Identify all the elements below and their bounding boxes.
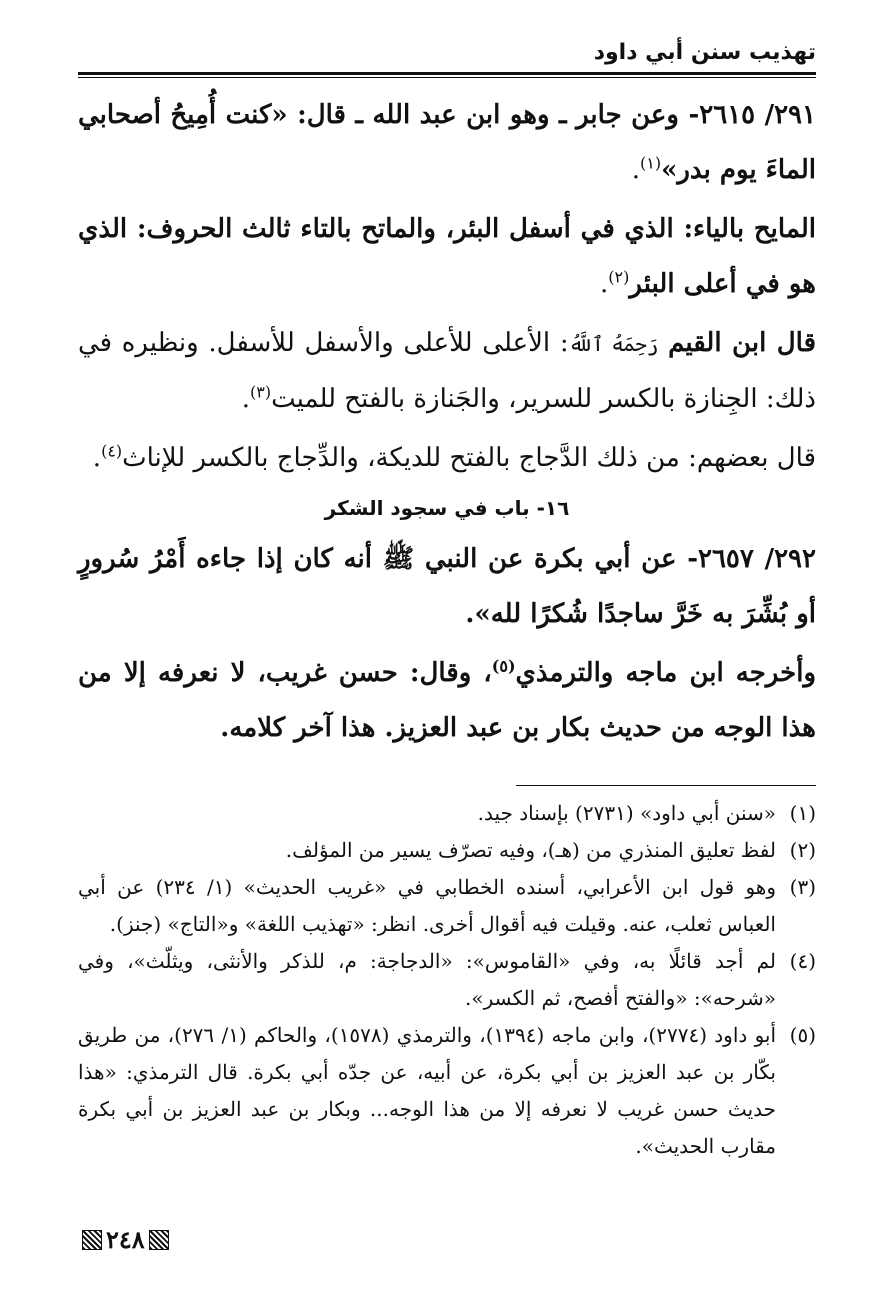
honorific-glyph: رَحِمَهُ ٱللَّهُ (568, 332, 659, 356)
hadith-text: وعن جابر ـ وهو ابن عبد الله ـ قال: «كنت أُمِيحُ أصحابي الماءَ يوم بدر» (78, 100, 816, 185)
note-text: المايح بالياء: الذي في أسفل البئر، والماتح بالتاء ثالث الحروف: الذي هو في أعلى البئر (78, 214, 816, 299)
hadith-291 (78, 88, 816, 198)
ornament-icon (82, 1230, 102, 1250)
footnote-ref[interactable]: (٢) (608, 267, 630, 287)
chapter-heading: ١٦- باب في سجود الشكر (324, 496, 570, 520)
quote-lead: قال ابن القيم (668, 328, 817, 358)
footnote-item (78, 1017, 816, 1165)
takhrij-text-b: ، وقال: حسن غريب، لا نعرفه إلا من هذا الوجه من حديث بكار بن عبد العزيز. هذا آخر كلامه. (78, 658, 816, 743)
hadith-number: ٢٩٢/ ٢٦٥٧- (687, 544, 816, 574)
footnote-number: (٥) (789, 1023, 816, 1047)
ibn-qayyim-quote (78, 316, 816, 427)
main-text (78, 88, 816, 756)
footnote-ref[interactable]: (٥) (491, 656, 516, 676)
footnote-number: (٤) (789, 949, 816, 973)
footnote-ref[interactable]: (١) (640, 153, 662, 173)
footnote-item (78, 795, 816, 832)
footnote-number: (٢) (789, 838, 816, 862)
note-maih (78, 202, 816, 312)
page-number: ٢٤٨ (106, 1225, 145, 1254)
hadith-text: عن أبي بكرة عن النبي ﷺ أنه كان إذا جاءه أَمْرُ سُرورٍ أو بُشِّرَ به خَرَّ ساجدًا شُكرًا لله». (78, 544, 816, 629)
header-rule-thin (78, 77, 816, 78)
footnote-text: وهو قول ابن الأعرابي، أسنده الخطابي في «غريب الحديث» (١/ ٢٣٤) عن أبي العباس ثعلب، عنه. وقيلت فيه أقوال أخرى. انظر: «تهذيب اللغة» و«التاج» (جنز). (78, 875, 777, 936)
book-page (78, 30, 816, 1260)
period: . (600, 269, 609, 299)
footnote-number: (١) (789, 801, 816, 825)
note-text: قال بعضهم: من ذلك الدَّجاج بالفتح للديكة، والدِّجاج بالكسر للإناث (122, 443, 816, 473)
footnote-ref[interactable]: (٤) (101, 441, 123, 461)
page-number-block (78, 1225, 173, 1254)
footnote-text: أبو داود (٢٧٧٤)، وابن ماجه (١٣٩٤)، والترمذي (١٥٧٨)، والحاكم (١/ ٢٧٦)، من طريق بكّار بن عبد العزيز بن أبي بكرة، عن أبيه، عن جدّه أبي بكرة. قال الترمذي: «هذا حديث حسن غريب لا نعرفه إلا من هذا الوجه... وبكار بن عبد العزيز بن أبي بكرة مقارب الحديث». (78, 1023, 777, 1158)
footnote-number: (٣) (789, 875, 816, 899)
footnote-item (78, 943, 816, 1017)
footnote-item (78, 832, 816, 869)
dajaj-note (78, 431, 816, 486)
footnote-ref[interactable]: (٣) (250, 382, 272, 402)
hadith-number: ٢٩١/ ٢٦١٥- (688, 100, 816, 130)
footnote-text: لفظ تعليق المنذري من (هـ)، وفيه تصرّف يسير من المؤلف. (285, 838, 776, 862)
period: . (631, 155, 641, 185)
quote-text: : الأعلى للأعلى والأسفل للأسفل. ونظيره في ذلك: الجِنازة بالكسر للسرير، والجَنازة بالفتح للميت (78, 328, 816, 414)
footnote-item (78, 869, 816, 943)
footnote-separator (516, 785, 816, 786)
footnote-text: لم أجد قائلًا به، وفي «القاموس»: «الدجاجة: م، للذكر والأنثى، ويثلّث»، وفي «شرحه»: «والفتح أفصح، ثم الكسر». (78, 949, 776, 1010)
hadith-292 (78, 532, 816, 642)
period: . (241, 384, 251, 414)
footnote-text: «سنن أبي داود» (٢٧٣١) بإسناد جيد. (477, 801, 776, 825)
takhrij-text-a: وأخرجه ابن ماجه والترمذي (515, 658, 817, 688)
takhrij-paragraph (78, 646, 816, 756)
period: . (92, 443, 102, 473)
footnotes-section (78, 795, 816, 1165)
running-header-title: تهذيب سنن أبي داود (593, 40, 816, 65)
header-rule-thick (78, 72, 816, 75)
ornament-icon (149, 1230, 169, 1250)
